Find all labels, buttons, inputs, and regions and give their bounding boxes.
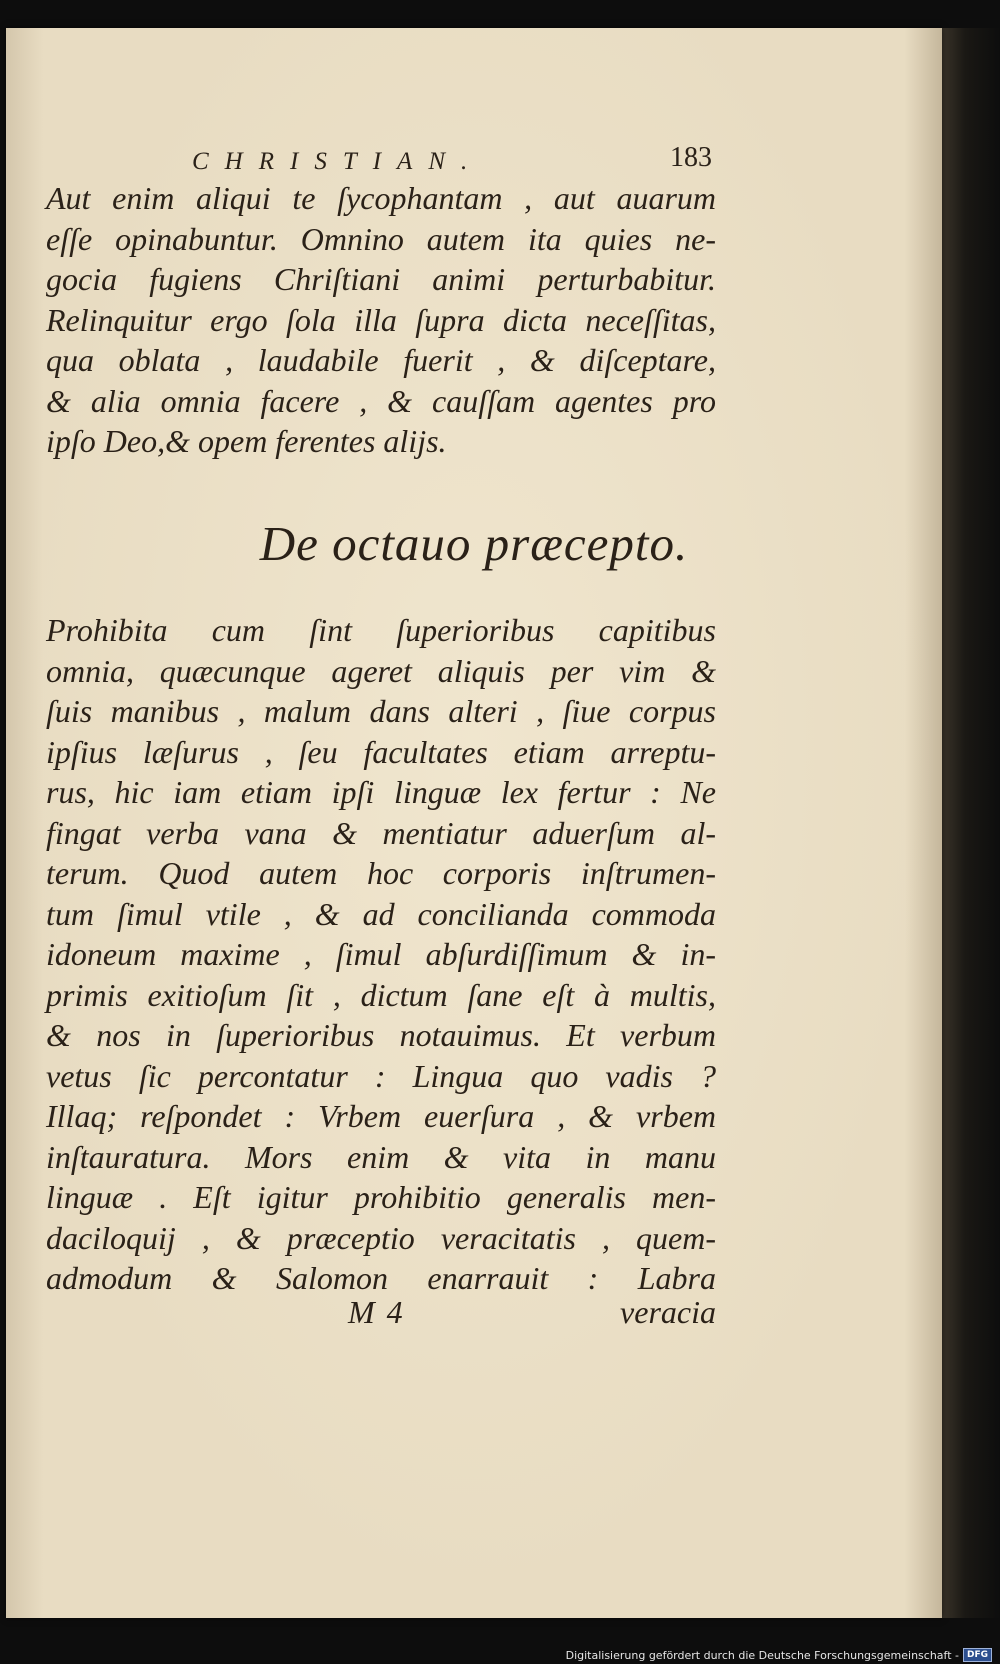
text-line: primis exitioſum ſit , dictum ſane eſt à multis, [46, 976, 716, 1013]
section-heading: De octauo præcepto. [259, 516, 689, 571]
text-line: qua oblata , laudabile fuerit , & diſceptare, [46, 342, 716, 378]
text-line: rus, hic iam etiam ipſi linguæ lex fertur : Ne [46, 774, 716, 810]
page-edge-shadow [942, 28, 1000, 1618]
dfg-logo: DFG [963, 1648, 992, 1662]
catchword: veracia [620, 1294, 716, 1330]
text-line: Relinquitur ergo ſola illa ſupra dicta neceſſitas, [46, 301, 716, 338]
text-line: & alia omnia facere , & cauſſam agentes pro [46, 382, 716, 419]
text-line: ſuis manibus , malum dans alteri , ſiue corpus [46, 693, 716, 729]
text-line: fingat verba vana & mentiatur aduerſum al- [46, 814, 716, 851]
running-head: CHRISTIAN. [192, 148, 484, 175]
text-line: admodum & Salomon enarrauit : Labra [46, 1260, 716, 1296]
text-line: idoneum maxime , ſimul abſurdiſſimum & in- [46, 936, 716, 972]
digitization-credit [566, 1648, 992, 1662]
signature-mark: M 4 [348, 1294, 405, 1330]
text-line: Illaq; reſpondet : Vrbem euerſura , & vrbem [46, 1098, 716, 1134]
book-page [6, 28, 942, 1618]
text-line: tum ſimul vtile , & ad concilianda commoda [46, 895, 716, 932]
text-line: eſſe opinabuntur. Omnino autem ita quies ne- [46, 220, 716, 257]
text-line: ipſo Deo,& opem ferentes alijs. [46, 423, 447, 459]
catch-line [46, 1294, 716, 1334]
paragraph-2 [46, 610, 716, 1299]
page-number: 183 [670, 142, 712, 173]
text-line: & nos in ſuperioribus notauimus. Et verbum [46, 1017, 716, 1053]
text-line: inſtauratura. Mors enim & vita in manu [46, 1138, 716, 1175]
credit-text: Digitalisierung gefördert durch die Deutsche Forschungsgemeinschaft - [565, 1648, 959, 1662]
text-line: gocia fugiens Chriſtiani animi perturbabitur. [46, 261, 716, 297]
text-line: terum. Quod autem hoc corporis inſtrumen- [46, 855, 716, 891]
text-line: linguæ . Eſt igitur prohibitio generalis men- [46, 1179, 716, 1215]
paragraph-1 [46, 178, 716, 462]
text-line: daciloquij , & præceptio veracitatis , quem- [46, 1219, 716, 1256]
text-line: Aut enim aliqui te ſycophantam , aut auarum [46, 180, 716, 216]
text-line: omnia, quæcunque ageret aliquis per vim & [46, 652, 716, 689]
text-line: ipſius læſurus , ſeu facultates etiam arreptu- [46, 733, 716, 770]
text-line: vetus ſic percontatur : Lingua quo vadis ? [46, 1057, 716, 1094]
text-line: Prohibita cum ſint ſuperioribus capitibus [46, 612, 716, 648]
